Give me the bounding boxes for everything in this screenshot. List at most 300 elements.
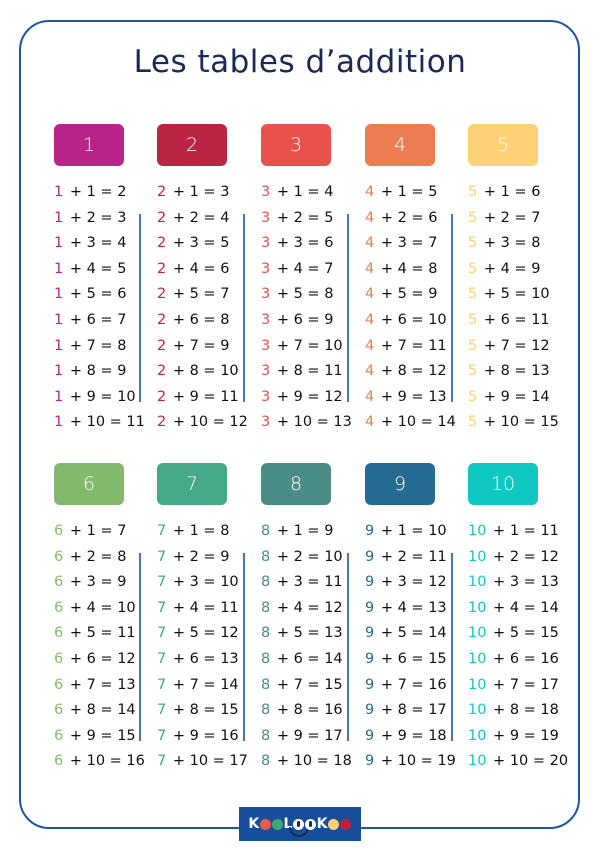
equation-row bbox=[468, 724, 568, 750]
equation-list bbox=[157, 519, 248, 775]
equation-rest: + 10 = 15 bbox=[479, 414, 559, 431]
equation-lead-number: 2 bbox=[157, 235, 167, 252]
equation-rest: + 7 = 14 bbox=[168, 676, 239, 693]
equation-rest: + 1 = 11 bbox=[488, 523, 559, 539]
logo-dot-icon bbox=[260, 819, 271, 830]
equation-row bbox=[468, 385, 559, 411]
equation-lead-number: 7 bbox=[157, 650, 167, 667]
equation-rest: + 6 = 9 bbox=[272, 311, 334, 328]
equation-rest: + 8 = 10 bbox=[168, 363, 239, 380]
equation-lead-number: 9 bbox=[365, 599, 375, 616]
equation-row bbox=[54, 673, 145, 699]
equation-lead-number: 10 bbox=[468, 599, 487, 616]
equation-list bbox=[261, 519, 352, 775]
equation-row bbox=[157, 231, 248, 257]
equation-lead-number: 10 bbox=[468, 523, 487, 539]
equation-rest: + 6 = 10 bbox=[376, 311, 447, 328]
equation-lead-number: 3 bbox=[261, 337, 271, 354]
equation-row bbox=[468, 282, 559, 308]
equation-row bbox=[365, 519, 456, 545]
equation-rest: + 8 = 16 bbox=[272, 702, 343, 719]
equation-row bbox=[468, 647, 568, 673]
equation-row bbox=[261, 385, 352, 411]
logo-eye-icon bbox=[305, 819, 316, 830]
table-badge-7: 7 bbox=[157, 463, 227, 505]
equation-row bbox=[54, 231, 145, 257]
equation-lead-number: 10 bbox=[468, 574, 487, 591]
equation-row bbox=[365, 647, 456, 673]
equation-rest: + 9 = 12 bbox=[272, 388, 343, 405]
equation-row bbox=[468, 749, 568, 775]
equation-rest: + 1 = 4 bbox=[272, 184, 334, 200]
equation-lead-number: 7 bbox=[157, 753, 167, 770]
equation-rest: + 7 = 12 bbox=[479, 337, 550, 354]
equation-row bbox=[365, 698, 456, 724]
equation-row bbox=[54, 724, 145, 750]
equation-rest: + 5 = 10 bbox=[479, 286, 550, 303]
equation-lead-number: 6 bbox=[54, 523, 64, 539]
column-divider bbox=[451, 214, 453, 402]
equation-lead-number: 6 bbox=[54, 574, 64, 591]
equation-row bbox=[261, 257, 352, 283]
equation-lead-number: 5 bbox=[468, 388, 478, 405]
logo-letter: L bbox=[283, 816, 293, 832]
equation-rest: + 2 = 10 bbox=[272, 548, 343, 565]
equation-rest: + 6 = 12 bbox=[65, 650, 136, 667]
equation-rest: + 6 = 14 bbox=[272, 650, 343, 667]
equation-list bbox=[54, 180, 145, 436]
equation-row bbox=[54, 519, 145, 545]
equation-row bbox=[365, 206, 456, 232]
equation-rest: + 1 = 2 bbox=[65, 184, 127, 200]
equation-lead-number: 8 bbox=[261, 548, 271, 565]
equation-rest: + 8 = 13 bbox=[479, 363, 550, 380]
equation-lead-number: 1 bbox=[54, 414, 64, 431]
koolookoo-logo bbox=[239, 807, 361, 841]
equation-lead-number: 9 bbox=[365, 650, 375, 667]
equation-lead-number: 2 bbox=[157, 260, 167, 277]
equation-row bbox=[468, 359, 559, 385]
equation-rest: + 3 = 4 bbox=[65, 235, 127, 252]
equation-rest: + 6 = 8 bbox=[168, 311, 230, 328]
equation-rest: + 10 = 13 bbox=[272, 414, 352, 431]
equation-row bbox=[157, 410, 248, 436]
column-divider bbox=[347, 214, 349, 402]
equation-lead-number: 3 bbox=[261, 184, 271, 200]
equation-list bbox=[365, 519, 456, 775]
equation-row bbox=[365, 724, 456, 750]
equation-row bbox=[54, 410, 145, 436]
equation-row bbox=[54, 282, 145, 308]
equation-rest: + 8 = 18 bbox=[488, 702, 559, 719]
column-divider bbox=[139, 553, 141, 741]
equation-lead-number: 6 bbox=[54, 625, 64, 642]
column-divider bbox=[451, 553, 453, 741]
equation-row bbox=[261, 621, 352, 647]
equation-rest: + 1 = 10 bbox=[376, 523, 447, 539]
equation-row bbox=[468, 545, 568, 571]
equation-rest: + 1 = 8 bbox=[168, 523, 230, 539]
equation-row bbox=[261, 334, 352, 360]
equation-lead-number: 4 bbox=[365, 209, 375, 226]
equation-lead-number: 9 bbox=[365, 574, 375, 591]
equation-rest: + 10 = 20 bbox=[488, 753, 569, 770]
equation-row bbox=[54, 180, 145, 206]
logo-eye-icon bbox=[293, 819, 304, 830]
equation-row bbox=[157, 282, 248, 308]
equation-rest: + 5 = 11 bbox=[65, 625, 136, 642]
equation-lead-number: 8 bbox=[261, 727, 271, 744]
equation-row bbox=[157, 724, 248, 750]
equation-lead-number: 4 bbox=[365, 286, 375, 303]
equation-row bbox=[468, 519, 568, 545]
table-badge-5: 5 bbox=[468, 124, 538, 166]
equation-rest: + 4 = 11 bbox=[168, 599, 239, 616]
equation-lead-number: 7 bbox=[157, 676, 167, 693]
equation-rest: + 8 = 14 bbox=[65, 702, 136, 719]
equation-lead-number: 4 bbox=[365, 260, 375, 277]
equation-row bbox=[365, 673, 456, 699]
equation-row bbox=[468, 673, 568, 699]
equation-row bbox=[365, 257, 456, 283]
equation-rest: + 9 = 17 bbox=[272, 727, 343, 744]
equation-row bbox=[468, 410, 559, 436]
equation-rest: + 2 = 12 bbox=[488, 548, 559, 565]
equation-rest: + 7 = 17 bbox=[488, 676, 559, 693]
equation-row bbox=[365, 570, 456, 596]
equation-rest: + 7 = 10 bbox=[272, 337, 343, 354]
equation-lead-number: 6 bbox=[54, 599, 64, 616]
equation-rest: + 8 = 17 bbox=[376, 702, 447, 719]
equation-row bbox=[468, 570, 568, 596]
equation-lead-number: 6 bbox=[54, 650, 64, 667]
equation-lead-number: 6 bbox=[54, 753, 64, 770]
equation-row bbox=[365, 621, 456, 647]
equation-rest: + 2 = 5 bbox=[272, 209, 334, 226]
equation-rest: + 9 = 15 bbox=[65, 727, 136, 744]
equation-lead-number: 7 bbox=[157, 702, 167, 719]
equation-row bbox=[54, 698, 145, 724]
equation-row bbox=[365, 308, 456, 334]
equation-rest: + 4 = 12 bbox=[272, 599, 343, 616]
equation-lead-number: 9 bbox=[365, 523, 375, 539]
equation-lead-number: 3 bbox=[261, 260, 271, 277]
equation-row bbox=[54, 359, 145, 385]
equation-lead-number: 7 bbox=[157, 574, 167, 591]
equation-rest: + 3 = 13 bbox=[488, 574, 559, 591]
equation-lead-number: 3 bbox=[261, 414, 271, 431]
equation-lead-number: 2 bbox=[157, 388, 167, 405]
equation-row bbox=[54, 621, 145, 647]
equation-rest: + 6 = 15 bbox=[376, 650, 447, 667]
equation-rest: + 10 = 17 bbox=[168, 753, 248, 770]
equation-lead-number: 4 bbox=[365, 184, 375, 200]
equation-rest: + 10 = 14 bbox=[376, 414, 456, 431]
equation-lead-number: 8 bbox=[261, 523, 271, 539]
equation-rest: + 2 = 6 bbox=[376, 209, 438, 226]
equation-lead-number: 8 bbox=[261, 625, 271, 642]
equation-list bbox=[157, 180, 248, 436]
equation-rest: + 9 = 18 bbox=[376, 727, 447, 744]
equation-lead-number: 2 bbox=[157, 311, 167, 328]
equation-rest: + 5 = 9 bbox=[376, 286, 438, 303]
equation-rest: + 3 = 5 bbox=[168, 235, 230, 252]
equation-lead-number: 1 bbox=[54, 311, 64, 328]
equation-lead-number: 1 bbox=[54, 209, 64, 226]
equation-list bbox=[365, 180, 456, 436]
equation-lead-number: 9 bbox=[365, 702, 375, 719]
equation-rest: + 2 = 11 bbox=[376, 548, 447, 565]
equation-row bbox=[261, 180, 352, 206]
equation-row bbox=[261, 282, 352, 308]
equation-row bbox=[365, 334, 456, 360]
equation-lead-number: 4 bbox=[365, 337, 375, 354]
equation-rest: + 7 = 15 bbox=[272, 676, 343, 693]
equation-rest: + 2 = 3 bbox=[65, 209, 127, 226]
equation-lead-number: 7 bbox=[157, 599, 167, 616]
equation-lead-number: 7 bbox=[157, 625, 167, 642]
equation-lead-number: 4 bbox=[365, 235, 375, 252]
equation-lead-number: 10 bbox=[468, 727, 487, 744]
equation-lead-number: 2 bbox=[157, 209, 167, 226]
equation-rest: + 5 = 8 bbox=[272, 286, 334, 303]
equation-row bbox=[157, 570, 248, 596]
equation-row bbox=[261, 308, 352, 334]
equation-rest: + 4 = 10 bbox=[65, 599, 136, 616]
equation-row bbox=[365, 359, 456, 385]
equation-list bbox=[468, 519, 568, 775]
equation-rest: + 10 = 18 bbox=[272, 753, 352, 770]
equation-rest: + 5 = 12 bbox=[168, 625, 239, 642]
equation-lead-number: 3 bbox=[261, 363, 271, 380]
equation-rest: + 3 = 11 bbox=[272, 574, 343, 591]
equation-lead-number: 3 bbox=[261, 311, 271, 328]
equation-row bbox=[468, 308, 559, 334]
equation-rest: + 9 = 13 bbox=[376, 388, 447, 405]
equation-row bbox=[54, 570, 145, 596]
equation-lead-number: 8 bbox=[261, 599, 271, 616]
equation-rest: + 4 = 14 bbox=[488, 599, 559, 616]
equation-rest: + 4 = 8 bbox=[376, 260, 438, 277]
equation-rest: + 8 = 15 bbox=[168, 702, 239, 719]
logo-dot-icon bbox=[272, 819, 283, 830]
equation-rest: + 3 = 7 bbox=[376, 235, 438, 252]
equation-row bbox=[261, 231, 352, 257]
equation-row bbox=[54, 385, 145, 411]
equation-row bbox=[261, 724, 352, 750]
equation-lead-number: 9 bbox=[365, 753, 375, 770]
equation-lead-number: 3 bbox=[261, 235, 271, 252]
equation-row bbox=[468, 621, 568, 647]
equation-row bbox=[261, 206, 352, 232]
equation-row bbox=[54, 206, 145, 232]
equation-list bbox=[54, 519, 145, 775]
column-divider bbox=[243, 553, 245, 741]
equation-row bbox=[261, 410, 352, 436]
equation-lead-number: 1 bbox=[54, 235, 64, 252]
equation-list bbox=[261, 180, 352, 436]
equation-lead-number: 1 bbox=[54, 260, 64, 277]
equation-lead-number: 5 bbox=[468, 184, 478, 200]
equation-rest: + 3 = 8 bbox=[479, 235, 541, 252]
equation-rest: + 1 = 9 bbox=[272, 523, 334, 539]
equation-rest: + 6 = 11 bbox=[479, 311, 550, 328]
equation-lead-number: 2 bbox=[157, 184, 167, 200]
equation-rest: + 3 = 9 bbox=[65, 574, 127, 591]
equation-row bbox=[365, 231, 456, 257]
equation-row bbox=[157, 334, 248, 360]
equation-row bbox=[468, 231, 559, 257]
equation-lead-number: 1 bbox=[54, 286, 64, 303]
equation-lead-number: 1 bbox=[54, 388, 64, 405]
equation-rest: + 5 = 6 bbox=[65, 286, 127, 303]
equation-rest: + 8 = 9 bbox=[65, 363, 127, 380]
equation-rest: + 4 = 13 bbox=[376, 599, 447, 616]
equation-rest: + 2 = 8 bbox=[65, 548, 127, 565]
equation-row bbox=[365, 545, 456, 571]
equation-row bbox=[261, 570, 352, 596]
equation-row bbox=[157, 596, 248, 622]
equation-lead-number: 2 bbox=[157, 363, 167, 380]
equation-row bbox=[157, 385, 248, 411]
equation-lead-number: 9 bbox=[365, 548, 375, 565]
equation-rest: + 8 = 12 bbox=[376, 363, 447, 380]
equation-lead-number: 8 bbox=[261, 702, 271, 719]
equation-row bbox=[365, 282, 456, 308]
equation-lead-number: 2 bbox=[157, 337, 167, 354]
equation-row bbox=[157, 673, 248, 699]
equation-row bbox=[261, 519, 352, 545]
equation-rest: + 7 = 16 bbox=[376, 676, 447, 693]
equation-rest: + 9 = 11 bbox=[168, 388, 239, 405]
equation-row bbox=[261, 596, 352, 622]
equation-lead-number: 4 bbox=[365, 311, 375, 328]
equation-row bbox=[468, 180, 559, 206]
equation-rest: + 4 = 5 bbox=[65, 260, 127, 277]
equation-lead-number: 10 bbox=[468, 548, 487, 565]
equation-lead-number: 5 bbox=[468, 363, 478, 380]
equation-rest: + 9 = 10 bbox=[65, 388, 136, 405]
equation-row bbox=[365, 596, 456, 622]
equation-rest: + 4 = 9 bbox=[479, 260, 541, 277]
equation-lead-number: 3 bbox=[261, 286, 271, 303]
equation-lead-number: 5 bbox=[468, 209, 478, 226]
equation-rest: + 5 = 15 bbox=[488, 625, 559, 642]
equation-lead-number: 6 bbox=[54, 727, 64, 744]
equation-rest: + 7 = 9 bbox=[168, 337, 230, 354]
table-badge-10: 10 bbox=[468, 463, 538, 505]
equation-lead-number: 7 bbox=[157, 548, 167, 565]
equation-rest: + 5 = 14 bbox=[376, 625, 447, 642]
equation-rest: + 7 = 8 bbox=[65, 337, 127, 354]
equation-rest: + 1 = 5 bbox=[376, 184, 438, 200]
equation-row bbox=[157, 180, 248, 206]
equation-row bbox=[261, 698, 352, 724]
equation-lead-number: 6 bbox=[54, 702, 64, 719]
equation-lead-number: 10 bbox=[468, 650, 487, 667]
equation-row bbox=[157, 308, 248, 334]
logo-letter: K bbox=[248, 816, 260, 832]
equation-rest: + 7 = 13 bbox=[65, 676, 136, 693]
page-title: Les tables d’addition bbox=[133, 44, 467, 80]
equation-list bbox=[468, 180, 559, 436]
equation-row bbox=[54, 308, 145, 334]
equation-row bbox=[54, 334, 145, 360]
equation-rest: + 3 = 10 bbox=[168, 574, 239, 591]
equation-lead-number: 7 bbox=[157, 523, 167, 539]
equation-lead-number: 6 bbox=[54, 676, 64, 693]
equation-lead-number: 10 bbox=[468, 625, 487, 642]
equation-rest: + 5 = 13 bbox=[272, 625, 343, 642]
equation-rest: + 5 = 7 bbox=[168, 286, 230, 303]
equation-row bbox=[365, 410, 456, 436]
equation-rest: + 9 = 19 bbox=[488, 727, 559, 744]
column-divider bbox=[139, 214, 141, 402]
equation-rest: + 2 = 9 bbox=[168, 548, 230, 565]
equation-lead-number: 5 bbox=[468, 337, 478, 354]
equation-rest: + 10 = 19 bbox=[376, 753, 456, 770]
equation-row bbox=[261, 545, 352, 571]
equation-lead-number: 9 bbox=[365, 676, 375, 693]
equation-rest: + 9 = 16 bbox=[168, 727, 239, 744]
equation-rest: + 4 = 7 bbox=[272, 260, 334, 277]
equation-lead-number: 1 bbox=[54, 337, 64, 354]
equation-rest: + 1 = 3 bbox=[168, 184, 230, 200]
equation-lead-number: 2 bbox=[157, 414, 167, 431]
column-divider bbox=[243, 214, 245, 402]
table-badge-8: 8 bbox=[261, 463, 331, 505]
equation-row bbox=[468, 334, 559, 360]
equation-row bbox=[54, 647, 145, 673]
equation-rest: + 8 = 11 bbox=[272, 363, 343, 380]
logo-dot-icon bbox=[340, 819, 351, 830]
equation-rest: + 10 = 16 bbox=[65, 753, 145, 770]
equation-rest: + 4 = 6 bbox=[168, 260, 230, 277]
equation-lead-number: 2 bbox=[157, 286, 167, 303]
equation-lead-number: 10 bbox=[468, 676, 487, 693]
table-badge-6: 6 bbox=[54, 463, 124, 505]
equation-row bbox=[261, 647, 352, 673]
equation-row bbox=[157, 545, 248, 571]
equation-row bbox=[468, 698, 568, 724]
equation-lead-number: 1 bbox=[54, 184, 64, 200]
logo-letter: K bbox=[316, 816, 328, 832]
equation-row bbox=[261, 359, 352, 385]
equation-lead-number: 3 bbox=[261, 388, 271, 405]
equation-lead-number: 4 bbox=[365, 363, 375, 380]
equation-row bbox=[54, 545, 145, 571]
equation-lead-number: 3 bbox=[261, 209, 271, 226]
equation-lead-number: 7 bbox=[157, 727, 167, 744]
equation-rest: + 1 = 7 bbox=[65, 523, 127, 539]
equation-row bbox=[157, 359, 248, 385]
equation-row bbox=[157, 257, 248, 283]
equation-row bbox=[365, 385, 456, 411]
equation-lead-number: 10 bbox=[468, 702, 487, 719]
equation-row bbox=[157, 519, 248, 545]
equation-lead-number: 5 bbox=[468, 311, 478, 328]
equation-row bbox=[157, 621, 248, 647]
table-badge-2: 2 bbox=[157, 124, 227, 166]
equation-row bbox=[468, 257, 559, 283]
equation-lead-number: 4 bbox=[365, 414, 375, 431]
equation-rest: + 6 = 13 bbox=[168, 650, 239, 667]
equation-lead-number: 4 bbox=[365, 388, 375, 405]
equation-lead-number: 8 bbox=[261, 753, 271, 770]
equation-rest: + 10 = 11 bbox=[65, 414, 145, 431]
equation-row bbox=[157, 647, 248, 673]
equation-rest: + 1 = 6 bbox=[479, 184, 541, 200]
